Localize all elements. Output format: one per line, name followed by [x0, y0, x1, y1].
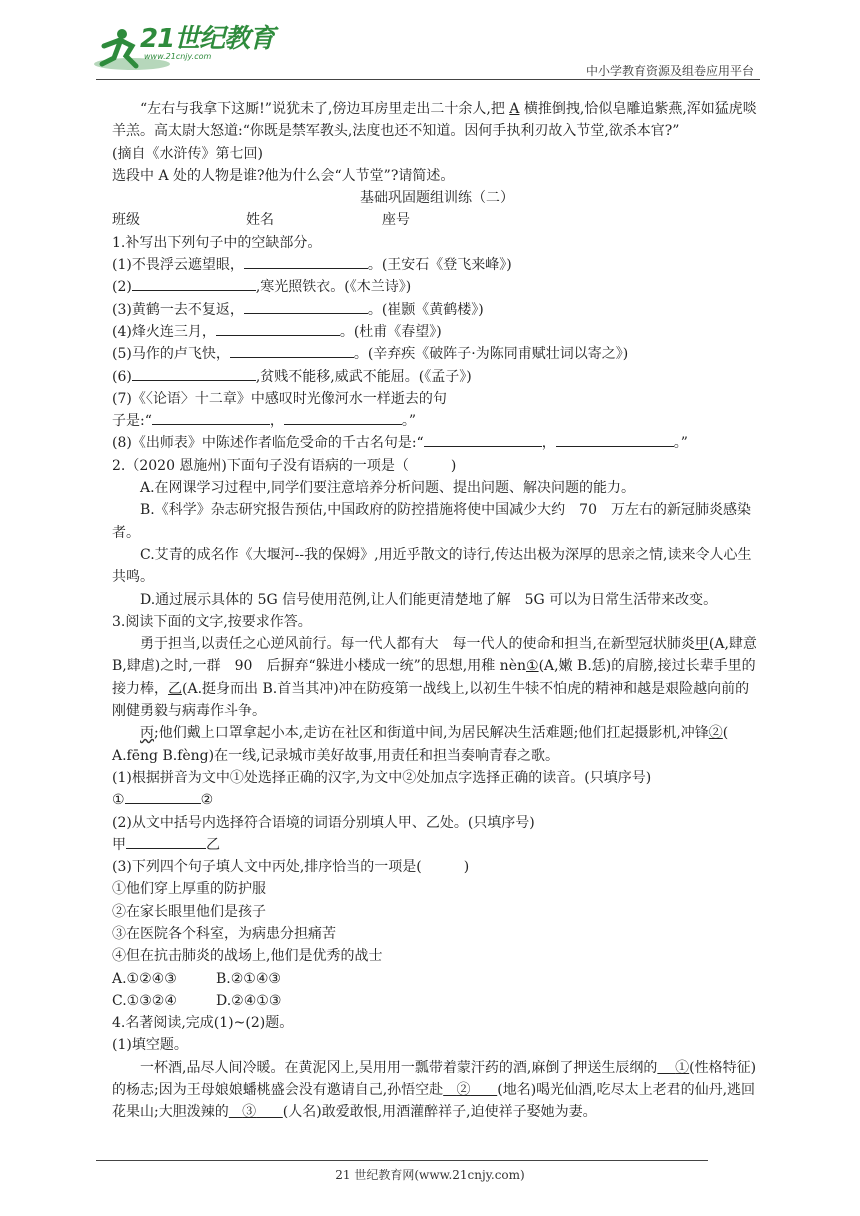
platform-title: 中小学教育资源及组卷应用平台 — [585, 64, 754, 78]
q2-option-a: A.在网课学习过程中,同学们要注意培养分析问题、提出问题、解决问题的能力。 — [140, 480, 636, 497]
q1-item-3: (3)黄鹤一去不复返， 。(崔颢《黄鹤楼》) — [112, 299, 762, 321]
blank-2[interactable]: ② — [456, 1082, 471, 1099]
answer-blank[interactable] — [230, 343, 354, 358]
footer-divider — [96, 1160, 708, 1161]
seat-label: 座号 — [382, 212, 410, 229]
q3-options-row-1 — [112, 968, 762, 990]
logo-url: www.21cnjy.com — [144, 52, 212, 61]
blank-1[interactable]: ① — [526, 658, 539, 675]
q1-item-5: (5)马作的卢飞快， 。(辛弃疾《破阵子·为陈同甫赋壮词以寄之》) — [112, 343, 762, 365]
class-label: 班级 — [112, 212, 140, 229]
answer-blank[interactable] — [216, 321, 340, 336]
student-info-row — [112, 209, 762, 231]
answer-blank[interactable] — [125, 789, 201, 804]
q3-sentence-4: ④但在抗击肺炎的战场上,他们是优秀的战士 — [112, 948, 383, 965]
q2-option-b: B.《科学》杂志研究报告预估,中国政府的防控措施将使中国减少大约 70 万左右的新冠肺炎感染者。 — [112, 502, 752, 541]
q1-item-2: (2) ,寒光照铁衣。(《木兰诗》) — [112, 276, 762, 298]
q1-item-6: (6) ,贫贱不能移,威武不能屈。(《孟子》) — [112, 366, 762, 388]
q3-sub-1-answers: ① ② — [112, 789, 762, 811]
q3-sub-2: (2)从文中括号内选择符合语境的词语分别填人甲、乙处。(只填序号) — [112, 814, 535, 831]
blank-3[interactable]: ③ — [242, 1104, 257, 1121]
header-divider — [96, 79, 760, 80]
q3-options-row-2 — [112, 990, 762, 1012]
answer-blank[interactable] — [152, 410, 270, 425]
q3-paragraph-1: 勇于担当,以责任之心逆风前行。每一代人都有大 每一代人的使命和担当,在新型冠状肺炎甲(A,肆意 B,肆虐)之时,一群 90 后摒弃“躲进小楼成一统”的思想,用稚 nèn①(A,嫩 B.恁)的肩膀,接过长辈手里的接力棒，乙(A.挺身而出 B.首当其冲)冲在防疫第一战线上,以初生牛犊不怕虎的精神和越是艰险越向前的刚健勇毅与病毒作斗争。 — [112, 636, 771, 720]
q1-item-8: (8)《出师表》中陈述作者临危受命的千古名句是:“ ， 。” — [112, 432, 762, 454]
passage-source: (摘自《水浒传》第七回) — [112, 145, 263, 162]
q4-paragraph: 一杯酒,品尽人间冷暖。在黄泥冈上,吴用用一瓢带着蒙汗药的酒,麻倒了押送生辰纲的 ①(性格特征)的杨志;因为王母娘娘蟠桃盛会没有邀请自己,孙悟空赴 ② (地名)喝光仙酒,吃尽太上老君的仙丹,逃回花果山;大胆泼辣的 ③ (人名)敢爱敢恨,用酒灌醉祥子,迫使祥子娶她为妻。 — [112, 1059, 757, 1121]
q1-item-7-cont: 子是:“ ， 。” — [112, 410, 762, 432]
q3-sentence-1: ①他们穿上厚重的防护服 — [112, 881, 266, 898]
passage-question: 选段中 A 处的人物是谁?他为什么会“人节堂”?请简述。 — [112, 167, 455, 184]
q3-sentence-3: ③在医院各个科室，为病患分担痛苦 — [112, 925, 336, 942]
logo-text: 21世纪教育 — [140, 24, 275, 54]
footer-text: 21 世纪教育网(www.21cnjy.com) — [335, 1168, 525, 1182]
document-body — [112, 98, 771, 1124]
answer-blank[interactable] — [244, 254, 368, 269]
answer-blank[interactable] — [132, 276, 256, 291]
q2-option-d: D.通过展示具体的 5G 信号使用范例,让人们能更清楚地了解 5G 可以为日常生活带来改变。 — [140, 591, 718, 608]
q3-title: 3.阅读下面的文字,按要求作答。 — [112, 613, 312, 630]
page-header — [0, 0, 860, 82]
q3-sub-2-answers: 甲 乙 — [112, 834, 762, 856]
blank-2[interactable]: ② — [708, 725, 723, 742]
option-a[interactable]: A.①②④③ — [112, 970, 177, 987]
answer-blank[interactable] — [244, 299, 368, 314]
answer-blank[interactable] — [132, 366, 256, 381]
answer-blank[interactable] — [284, 410, 402, 425]
q1-item-4: (4)烽火连三月， 。(杜甫《春望》) — [112, 321, 762, 343]
section-title: 基础巩固题组训练（二） — [360, 190, 514, 207]
q3-sub-3: (3)下列四个句子填人文中丙处,排序恰当的一项是( ) — [112, 859, 470, 876]
q1-item-1: (1)不畏浮云遮望眼， 。(王安石《登飞来峰》) — [112, 254, 762, 276]
passage-text: “左右与我拿下这厮!”说犹未了,傍边耳房里走出二十余人,把 A 横推倒拽,恰似皂雕追紫燕,浑如猛虎啖羊羔。高太尉大怒道:“你既是禁军教头,法度也还不知道。因何手执利刃故入节堂,欲杀本官?” — [112, 101, 757, 140]
q3-sentence-2: ②在家长眼里他们是孩子 — [112, 903, 266, 920]
q4-title: 4.名著阅读,完成(1)~(2)题。 — [112, 1015, 294, 1032]
q3-paragraph-2: 丙;他们戴上口罩拿起小本,走访在社区和街道中间,为居民解决生活难题;他们扛起摄影机,冲锋②( A.fēng B.fèng)在一线,记录城市美好故事,用责任和担当奏响青春之歌。 — [112, 725, 729, 764]
answer-blank[interactable] — [556, 432, 674, 447]
q4-sub-1: (1)填空题。 — [112, 1037, 188, 1054]
q2-title: 2.（2020 恩施州)下面句子没有语病的一项是（ ) — [112, 457, 457, 474]
passage-mark-a: A — [509, 101, 520, 117]
option-c[interactable]: C.①③②④ — [112, 992, 177, 1009]
q2-option-c: C.艾青的成名作《大堰河--我的保姆》,用近乎散文的诗行,传达出极为深厚的思亲之情,读来令人心生共鸣。 — [112, 546, 752, 586]
name-label: 姓名 — [246, 212, 274, 229]
blank-yi[interactable]: 乙 — [168, 680, 182, 697]
option-d[interactable]: D.②④①③ — [216, 992, 282, 1009]
answer-blank[interactable] — [126, 834, 206, 849]
blank-bing[interactable]: 丙 — [140, 725, 154, 742]
blank-1[interactable]: ① — [675, 1059, 690, 1076]
option-b[interactable]: B.②①④③ — [216, 970, 281, 987]
q3-sub-1: (1)根据拼音为文中①处选择正确的汉字,为文中②处加点字选择正确的读音。(只填序号) — [112, 769, 652, 786]
blank-jia[interactable]: 甲 — [694, 636, 709, 653]
answer-blank[interactable] — [424, 432, 542, 447]
q1-item-7: (7)《〈论语〉十二章》中感叹时光像河水一样逝去的句 — [112, 390, 447, 407]
q1-title: 1.补写出下列句子中的空缺部分。 — [112, 234, 322, 251]
